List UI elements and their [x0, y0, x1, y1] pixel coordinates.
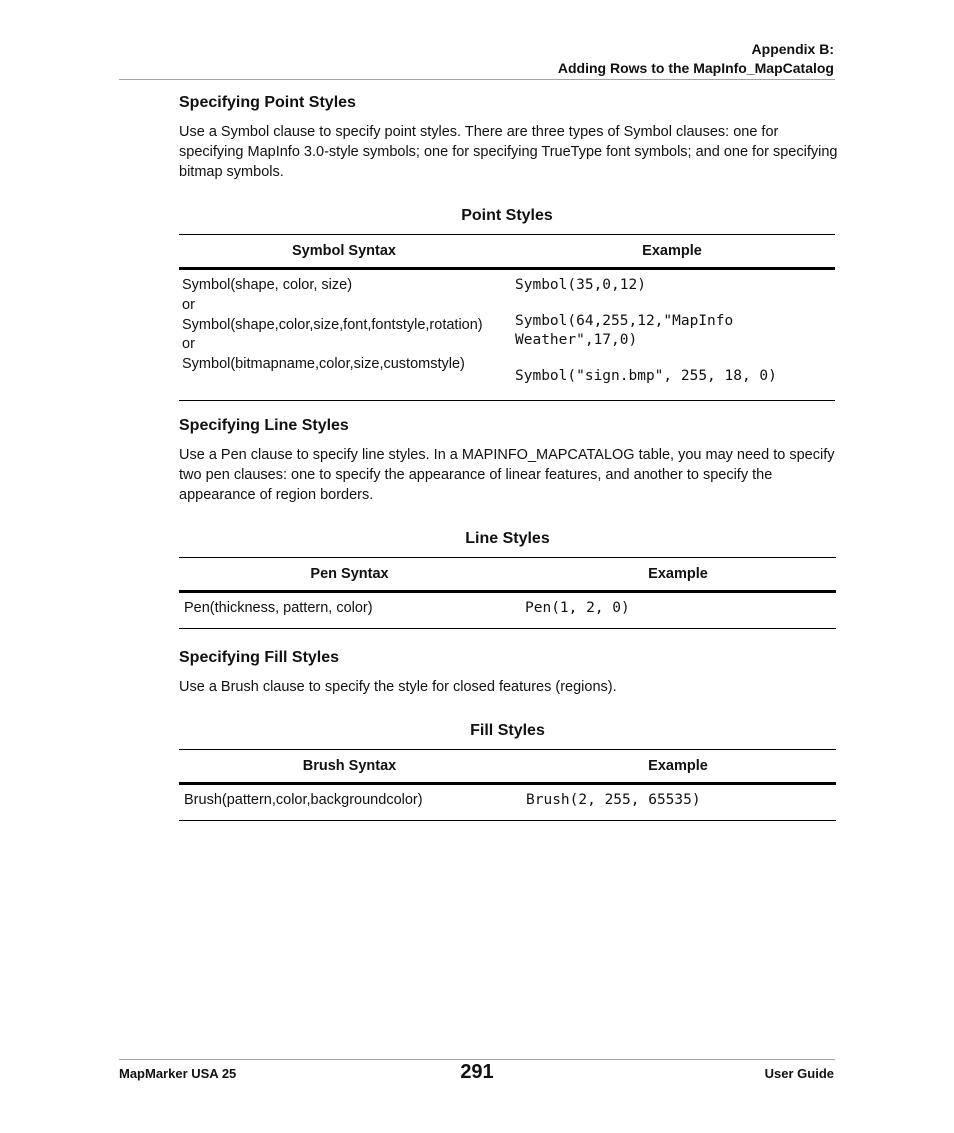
column-header-syntax: Pen Syntax [179, 558, 520, 592]
column-header-syntax: Brush Syntax [179, 750, 520, 784]
syntax-line: Symbol(shape,color,size,font,fontstyle,rotation) [182, 316, 483, 333]
header-title: Adding Rows to the MapInfo_MapCatalog [557, 60, 834, 76]
table-row [179, 592, 836, 629]
table-header-row [179, 235, 835, 269]
heading-fill-styles: Specifying Fill Styles [179, 649, 340, 666]
syntax-cell: Brush(pattern,color,backgroundcolor) [179, 784, 520, 821]
paragraph-fill-styles: Use a Brush clause to specify the style for closed features (regions). [179, 679, 617, 695]
caption-fill-styles: Fill Styles [470, 722, 545, 739]
table-header-row [179, 750, 836, 784]
footer-product: MapMarker USA 25 [119, 1066, 237, 1081]
table-point-styles [179, 234, 835, 401]
header-appendix: Appendix B: [751, 41, 834, 57]
column-header-example: Example [520, 558, 836, 592]
caption-point-styles: Point Styles [461, 207, 553, 224]
table-fill-styles [179, 749, 836, 821]
footer-rule [119, 1059, 835, 1060]
example-code: Symbol("sign.bmp", 255, 18, 0) [515, 368, 777, 384]
caption-line-styles: Line Styles [465, 530, 550, 547]
example-code: Symbol(64,255,12,"MapInfo Weather",17,0) [515, 313, 734, 348]
syntax-or: or [182, 336, 195, 353]
heading-point-styles: Specifying Point Styles [179, 94, 356, 111]
paragraph-line-styles: Use a Pen clause to specify line styles. In a MAPINFO_MAPCATALOG table, you may need to specify two pen clauses: one to specify the appearance of linear features, and another to specify the appearance of region borders. [179, 447, 835, 503]
example-code: Brush(2, 255, 65535) [520, 784, 836, 821]
column-header-example: Example [509, 235, 835, 269]
table-header-row [179, 558, 836, 592]
paragraph-point-styles: Use a Symbol clause to specify point styles. There are three types of Symbol clauses: one for specifying MapInfo 3.0-style symbols; one for specifying TrueType font symbols; and one for specifying bitmap symbols. [179, 124, 838, 180]
header-rule [119, 79, 835, 80]
syntax-cell: Pen(thickness, pattern, color) [179, 592, 520, 629]
running-header [558, 40, 834, 78]
column-header-syntax: Symbol Syntax [179, 235, 509, 269]
example-cell [509, 269, 835, 401]
example-code: Pen(1, 2, 0) [520, 592, 836, 629]
page-number: 291 [460, 1061, 494, 1083]
syntax-line: Symbol(shape, color, size) [182, 277, 353, 293]
table-row [179, 784, 836, 821]
syntax-line: Symbol(bitmapname,color,size,customstyle) [182, 356, 465, 373]
table-line-styles [179, 557, 836, 629]
syntax-or: or [182, 296, 195, 313]
syntax-cell [179, 269, 509, 401]
heading-line-styles: Specifying Line Styles [179, 417, 349, 434]
footer-guide: User Guide [764, 1066, 834, 1081]
table-row [179, 269, 835, 401]
column-header-example: Example [520, 750, 836, 784]
example-code: Symbol(35,0,12) [515, 277, 646, 293]
